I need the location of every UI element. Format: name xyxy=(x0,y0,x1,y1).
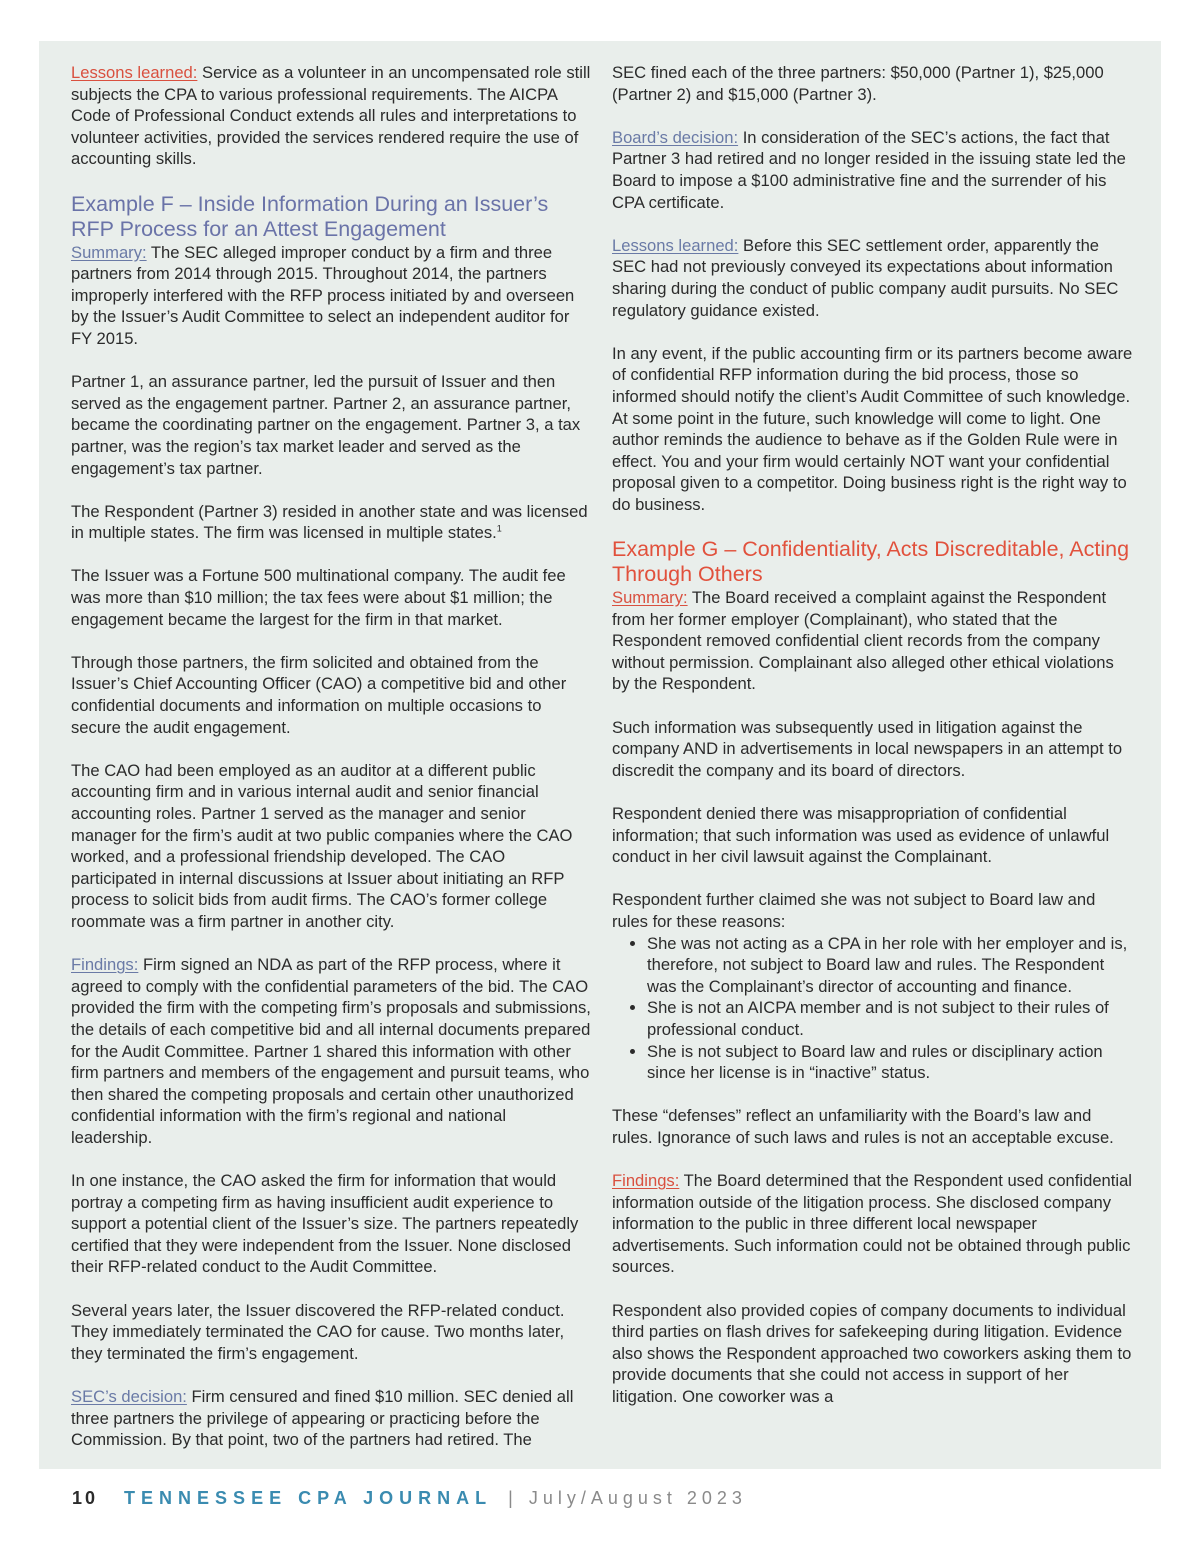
paragraph: In any event, if the public accounting firm or its partners become aware of confidential RFP information during the bid process, those so informed should notify the client’s Audit Committee of such knowledge. At some point in the future, such knowledge will come to light. One author reminds the audience to behave as if the Golden Rule were in effect. You and your firm would certainly NOT want your confidential proposal given to a competitor. Doing business right is the right way to do business. xyxy=(612,343,1133,514)
example-f-heading: Example F – Inside Information During an Issuer’s RFP Process for an Attest Engagement xyxy=(71,191,549,241)
sec-decision-label: SEC’s decision: xyxy=(71,1387,187,1407)
findings-label: Findings: xyxy=(612,1171,680,1191)
paragraph-text: The Board determined that the Respondent used confidential information outside of the litigation process. She disclosed company information to the public in three different local newspaper advertisements. Such information could not be obtained through public sources. xyxy=(612,1171,1132,1277)
paragraph: Respondent further claimed she was not subject to Board law and rules for these reasons: xyxy=(612,890,1096,931)
right-column xyxy=(612,62,1134,1429)
list-item: • She is not an AICPA member and is not subject to their rules of professional conduct. xyxy=(647,997,1134,1040)
paragraph: SEC fined each of the three partners: $50,000 (Partner 1), $25,000 (Partner 2) and $15,000 (Partner 3). xyxy=(612,63,1104,104)
paragraph xyxy=(71,1386,591,1451)
paragraph: Respondent denied there was misappropriation of confidential information; that such information was used as evidence of unlawful conduct in her civil lawsuit against the Complainant. xyxy=(612,804,1110,867)
boards-decision-label: Board’s decision: xyxy=(612,127,739,147)
paragraph-text: Before this SEC settlement order, apparently the SEC had not previously conveyed its expectations about information sharing during the conduct of public company audit pursuits. No SEC regulatory guidance existed. xyxy=(612,235,1119,320)
page-footer xyxy=(72,1488,747,1509)
paragraph xyxy=(71,954,591,1148)
paragraph: Through those partners, the firm solicited and obtained from the Issuer’s Chief Accounting Officer (CAO) a competitive bid and other confidential documents and information on multiple occasions to secure the audit engagement. xyxy=(71,652,567,737)
paragraph xyxy=(612,587,1134,695)
paragraph-text: In consideration of the SEC’s actions, the fact that Partner 3 had retired and no longer resided in the issuing state led the Board to impose a $100 administrative fine and the surrender of his CPA certificate. xyxy=(612,127,1126,212)
paragraph xyxy=(71,501,591,544)
paragraph: Several years later, the Issuer discovered the RFP-related conduct. They immediately terminated the CAO for cause. Two months later, they terminated the firm’s engagement. xyxy=(71,1300,565,1363)
example-g-heading: Example G – Confidentiality, Acts Discreditable, Acting Through Others xyxy=(612,537,1130,587)
footer-separator: | xyxy=(508,1488,513,1508)
list-item: • She is not subject to Board law and rules or disciplinary action since her license is in “inactive” status. xyxy=(647,1041,1134,1084)
paragraph: The Issuer was a Fortune 500 multinational company. The audit fee was more than $10 million; the tax fees were about $1 million; the engagement became the largest for the firm in that market. xyxy=(71,566,566,629)
footnote-marker: 1 xyxy=(496,523,502,534)
paragraph-text: The SEC alleged improper conduct by a firm and three partners from 2014 through 2015. Throughout 2014, the partners improperly interfered with the RFP process initiated by and overseen by the Issuer’s Audit Committee to select an independent auditor for FY 2015. xyxy=(71,242,575,348)
list-item: • She was not acting as a CPA in her role with her employer and is, therefore, not subject to Board law and rules. The Respondent was the Complainant’s director of accounting and finance. xyxy=(647,933,1134,998)
paragraph xyxy=(612,235,1134,321)
page-number: 10 xyxy=(72,1488,99,1508)
paragraph: Partner 1, an assurance partner, led the pursuit of Issuer and then served as the engagement partner. Partner 2, an assurance partner, became the coordinating partner on the engagement. Partner 3, a tax partner, was the region’s tax market leader and served as the engagement’s tax partner. xyxy=(71,372,581,478)
lessons-learned-label: Lessons learned: xyxy=(612,235,739,255)
paragraph-text: The Board received a complaint against the Respondent from her former employer (Complainant), who stated that the Respondent removed confidential client records from the company without permission. Complainant also alleged other ethical violations by the Respondent. xyxy=(612,588,1114,694)
paragraph-text: Firm censured and fined $10 million. SEC denied all three partners the privilege of appearing or practicing before the Commission. By that point, two of the partners had retired. The xyxy=(71,1387,574,1450)
paragraph xyxy=(71,62,591,170)
paragraph-text: Service as a volunteer in an uncompensated role still subjects the CPA to various professional requirements. The AICPA Code of Professional Conduct extends all rules and interpretations to volunteer activities, provided the services rendered require the use of accounting skills. xyxy=(71,63,591,169)
paragraph xyxy=(612,1170,1134,1278)
paragraph: The CAO had been employed as an auditor at a different public accounting firm and in various internal audit and senior financial accounting roles. Partner 1 served as the manager and senior manager for the firm’s audit at two public companies where the CAO worked, and a professional friendship developed. The CAO participated in internal discussions at Issuer about initiating an RFP process to solicit bids from audit firms. The CAO’s former college roommate was a firm partner in another city. xyxy=(71,760,573,931)
paragraph: In one instance, the CAO asked the firm for information that would portray a competing firm as having insufficient audit experience to support a potential client of the Issuer’s size. The partners repeatedly certified that they were independent from the Issuer. None disclosed their RFP-related conduct to the Audit Committee. xyxy=(71,1171,579,1277)
paragraph-text: The Respondent (Partner 3) resided in another state and was licensed in multiple states. The firm was licensed in multiple states. xyxy=(71,501,588,543)
summary-label: Summary: xyxy=(71,242,147,262)
summary-label: Summary: xyxy=(612,588,688,608)
paragraph xyxy=(612,127,1134,213)
paragraph: These “defenses” reflect an unfamiliarity with the Board’s law and rules. Ignorance of such laws and rules is not an acceptable excuse. xyxy=(612,1106,1114,1147)
left-column xyxy=(71,62,591,1472)
paragraph-text: Firm signed an NDA as part of the RFP process, where it agreed to comply with the confidential parameters of the bid. The CAO provided the firm with the competing firm’s proposals and submissions, the details of each competitive bid and all internal documents prepared for the Audit Committee. Partner 1 shared this information with other firm partners and members of the engagement and pursuit teams, who then shared the competing proposals and certain other unauthorized confidential information with the firm’s regional and national leadership. xyxy=(71,955,591,1147)
findings-label: Findings: xyxy=(71,955,139,975)
journal-title: TENNESSEE CPA JOURNAL xyxy=(124,1488,493,1508)
paragraph: Respondent also provided copies of company documents to individual third parties on flash drives for safekeeping during litigation. Evidence also shows the Respondent approached two coworkers asking them to provide documents that she could not access in support of her litigation. One coworker was a xyxy=(612,1300,1132,1407)
paragraph xyxy=(71,242,591,350)
defenses-list xyxy=(612,933,1134,1084)
lessons-learned-label: Lessons learned: xyxy=(71,63,198,82)
paragraph: Such information was subsequently used in litigation against the company AND in advertisements in local newspapers in an attempt to discredit the company and its board of directors. xyxy=(612,717,1123,780)
issue-date: July/August 2023 xyxy=(528,1488,747,1508)
